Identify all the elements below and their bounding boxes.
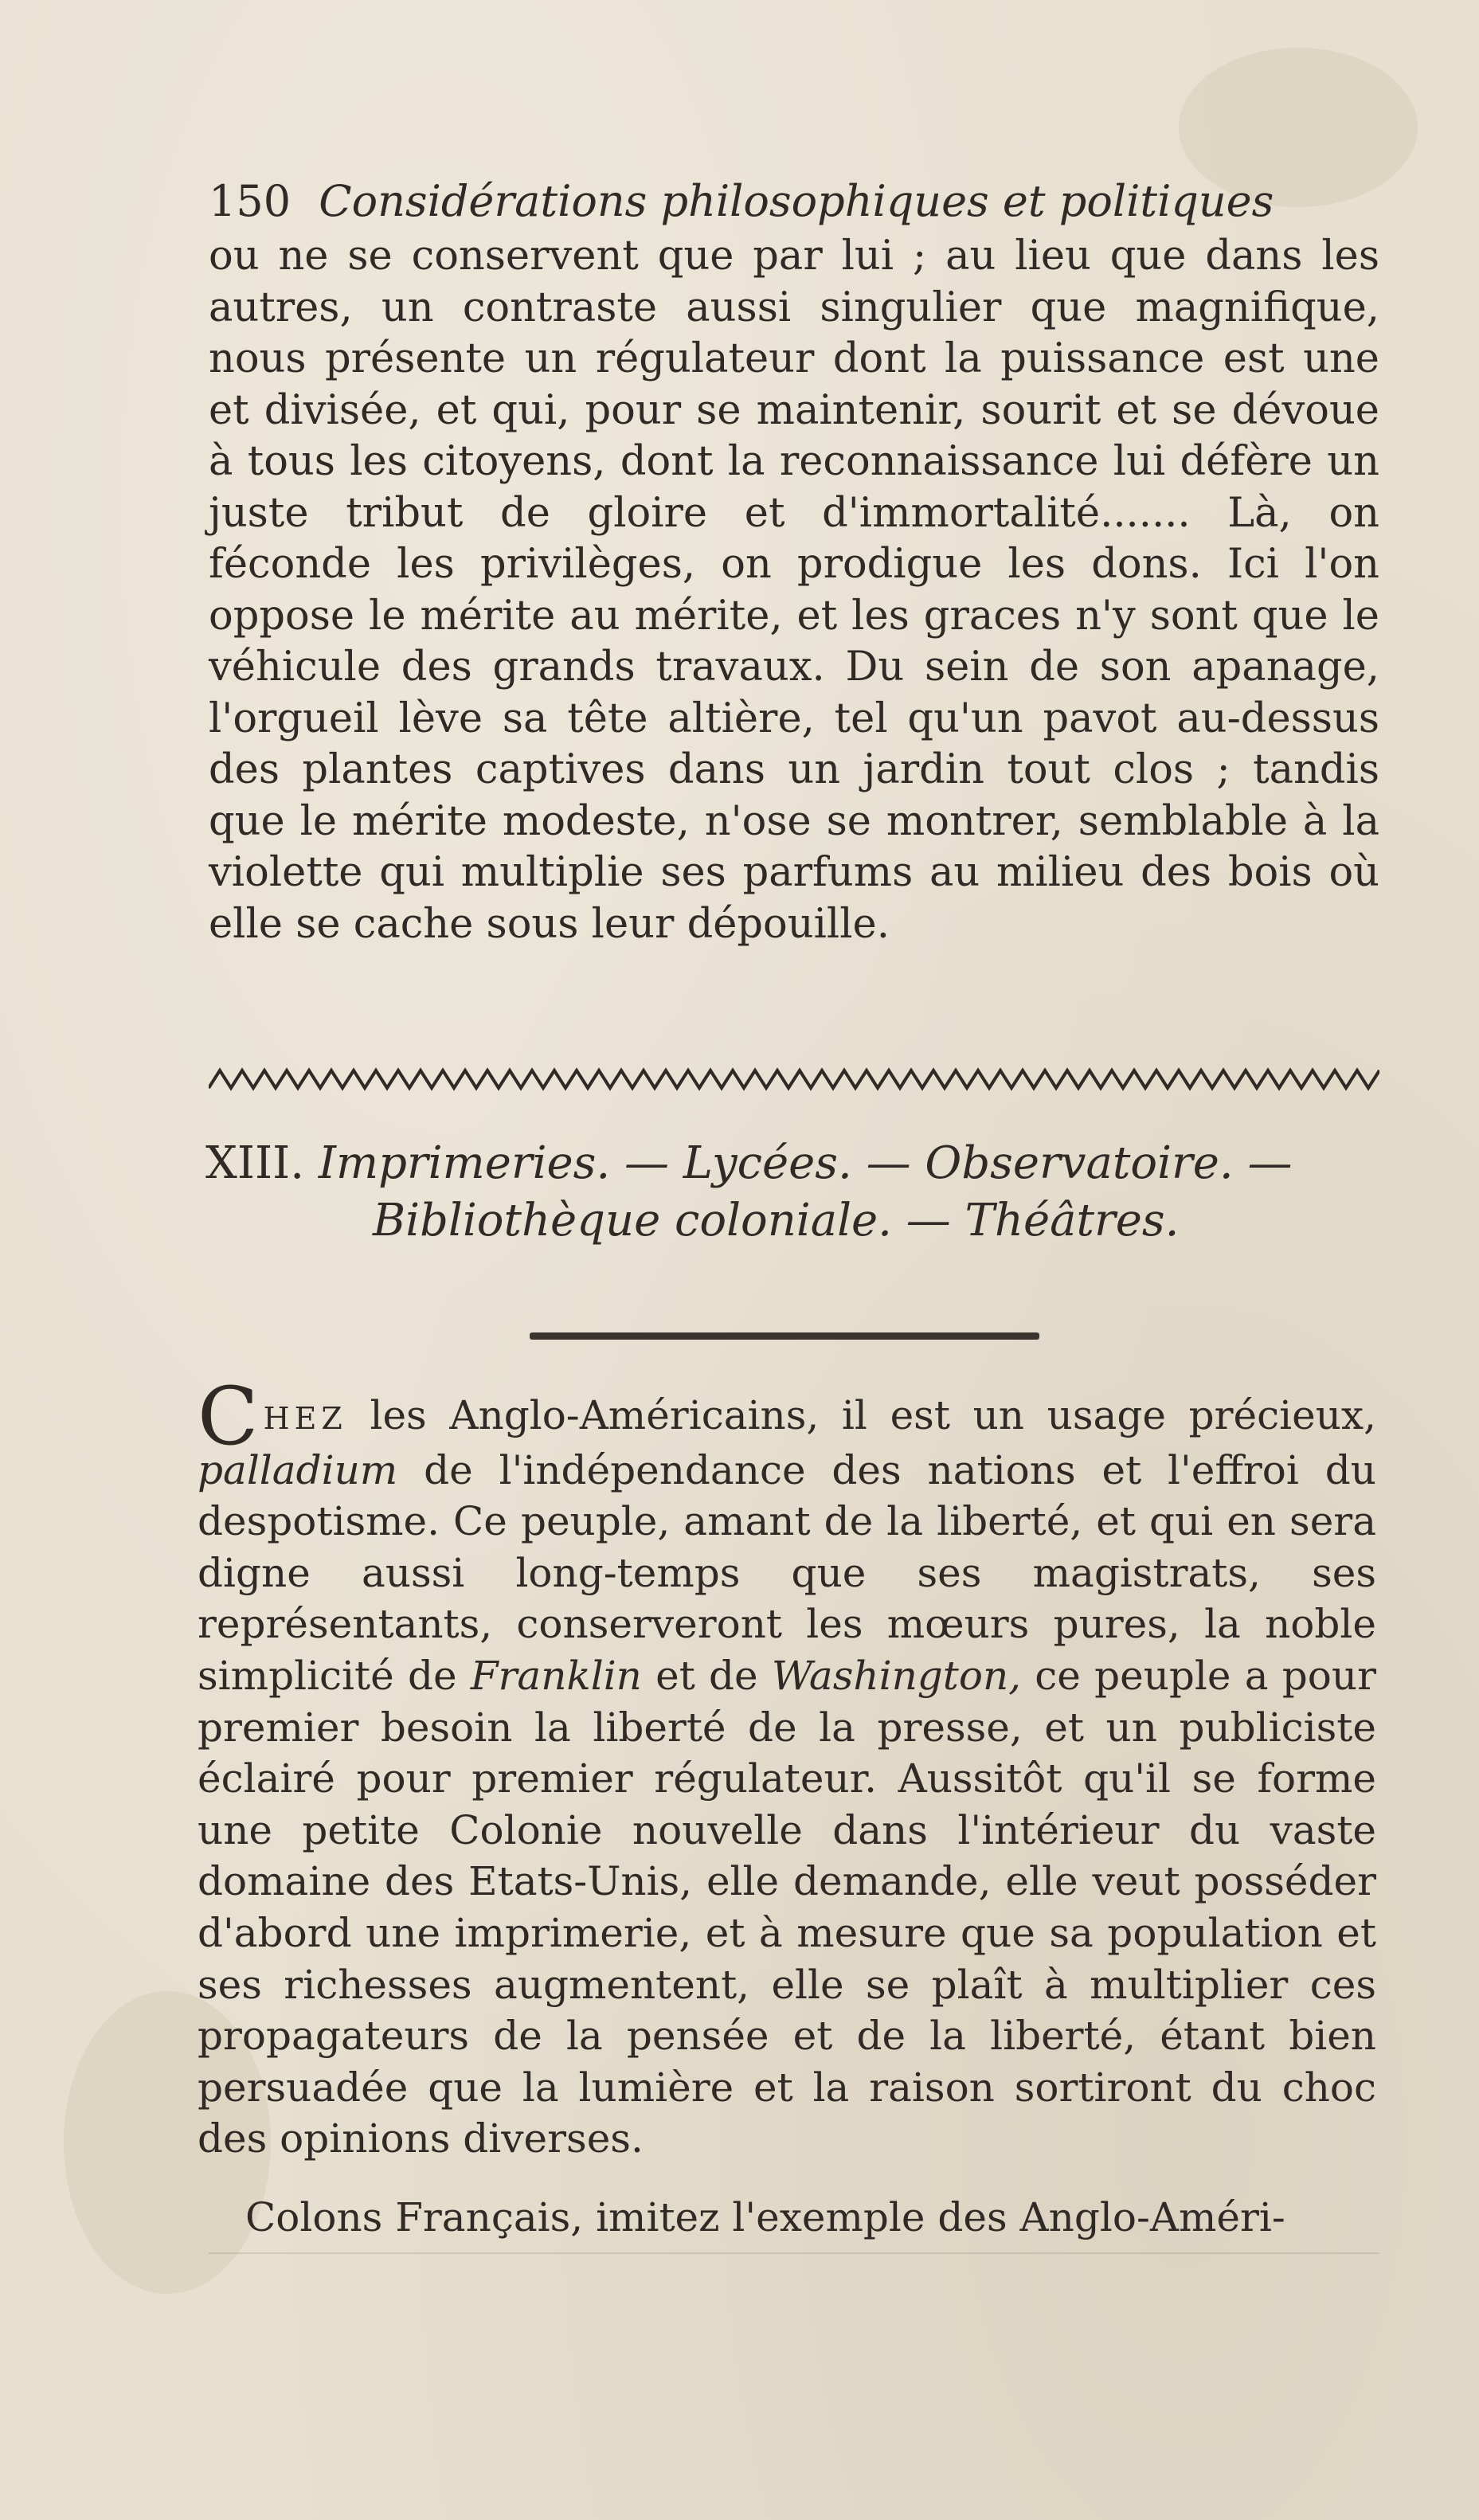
section-rule bbox=[530, 1332, 1039, 1340]
page-number: 150 bbox=[209, 176, 291, 226]
paragraph-1: ou ne se conservent que par lui ; au lieu que dans les autres, un contraste aussi singulier que magnifique, nous présente un régulateur dont la puissance est une et divisée, et qui, pour se maintenir, sourit et se dévoue à tous les citoyens, dont la reconnaissance lui défère un juste tribut de gloire et d'immortalité....... Là, on féconde les privilèges, on prodigue les dons. Ici l'on oppose le mérite au mérite, et les graces n'y sont que le véhicule des grands travaux. Du sein de son apanage, l'orgueil lève sa tête altière, tel qu'un pavot au-dessus des plantes captives dans un jardin tout clos ; tandis que le mérite modeste, n'ose se montrer, semblable à la violette qui multiplie ses parfums au milieu des bois où elle se cache sous leur dépouille. bbox=[209, 233, 1379, 948]
drop-cap: C bbox=[198, 1370, 259, 1463]
text-run: de l'indépendance des nations et l'effroi du despotisme. Ce peuple, amant de la liberté, et qui en sera digne aussi long-temps que ses magistrats, ses représentants, conserveront les mœurs pures, la noble simplicité de bbox=[198, 1446, 1376, 1699]
text-run: et de bbox=[641, 1652, 772, 1699]
section-number: XIII. bbox=[205, 1137, 305, 1189]
ornamental-divider bbox=[209, 1066, 1379, 1093]
running-title: Considérations philosophiques et politiques bbox=[319, 176, 1274, 226]
section-heading bbox=[205, 1135, 1392, 1250]
italic-name: Washington, bbox=[771, 1652, 1022, 1699]
running-header bbox=[209, 174, 1403, 229]
section-title-line1: Imprimeries. — Lycées. — Observatoire. — bbox=[318, 1137, 1293, 1189]
page-edge-shadow bbox=[209, 2252, 1379, 2254]
paragraph-2 bbox=[198, 1370, 1376, 2165]
text-run: les Anglo-Américains, il est un usage précieux, bbox=[346, 1392, 1376, 1438]
section-title-line2: Bibliothèque coloniale. — Théâtres. bbox=[373, 1195, 1180, 1246]
italic-name: Franklin bbox=[470, 1652, 642, 1699]
text-run: ce peuple a pour premier besoin la liberté de la presse, et un publiciste éclairé pour premier régulateur. Aussitôt qu'il se forme une petite Colonie nouvelle dans l'intérieur du vaste domaine des Etats-Unis, elle demande, elle veut posséder d'abord une imprimerie, et à mesure que sa population et ses richesses augmentent, elle se plaît à multiplier ces propagateurs de la pensée et de la liberté, étant bien persuadée que la lumière et la raison sortiront du choc des opinions diverses. bbox=[198, 1652, 1376, 2162]
small-caps-word: HEZ bbox=[263, 1401, 347, 1436]
italic-term: palladium bbox=[198, 1446, 398, 1493]
paragraph-3: Colons Français, imitez l'exemple des Anglo-Améri- bbox=[245, 2194, 1285, 2240]
